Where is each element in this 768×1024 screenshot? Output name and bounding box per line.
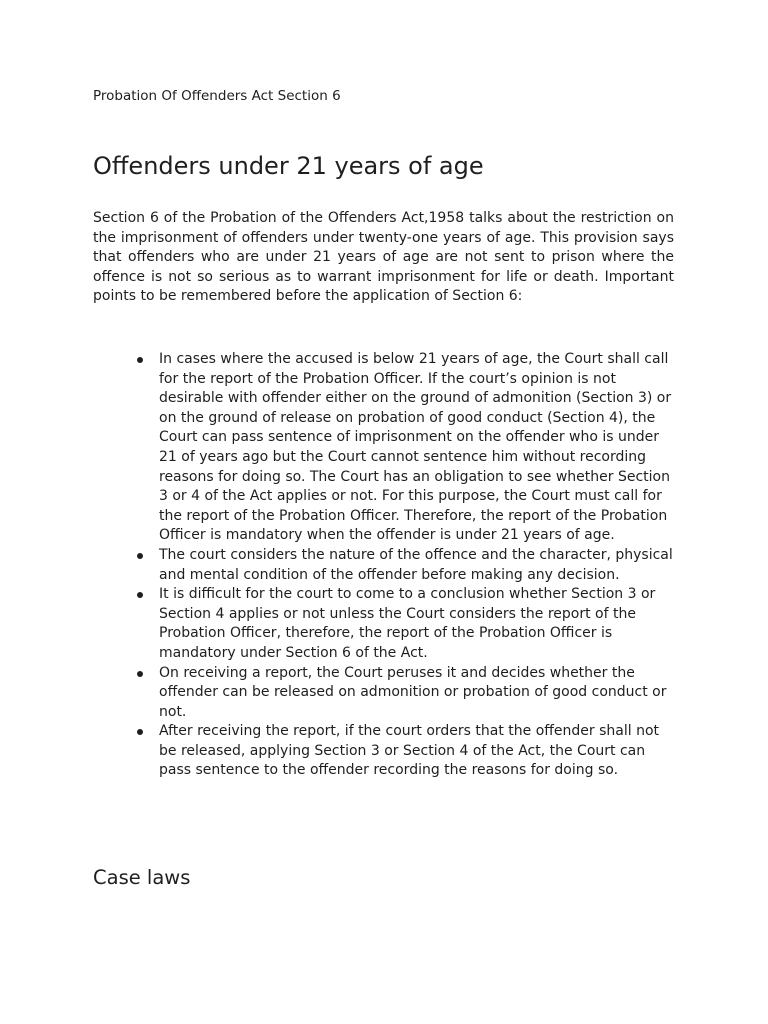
bullet-icon bbox=[137, 553, 143, 559]
case-laws-heading: Case laws bbox=[93, 866, 191, 889]
list-item bbox=[93, 664, 674, 723]
page-title: Offenders under 21 years of age bbox=[93, 152, 484, 180]
list-item-text: After receiving the report, if the court orders that the offender shall not be released, applying Section 3 or Section 4 of the Act, the Court can pass sentence to the offender recording the reasons for doing so. bbox=[159, 723, 660, 779]
list-item bbox=[93, 546, 674, 585]
list-item bbox=[93, 722, 674, 781]
list-item-text: It is difficult for the court to come to a conclusion whether Section 3 or Section 4 applies or not unless the Court considers the report of the Probation Officer, therefore, the report of the Probation Officer is mandatory under Section 6 of the Act. bbox=[159, 586, 656, 661]
bullet-icon bbox=[137, 357, 143, 363]
bullet-icon bbox=[137, 729, 143, 735]
key-points-list bbox=[93, 350, 674, 781]
bullet-icon bbox=[137, 671, 143, 677]
list-item-text: The court considers the nature of the offence and the character, physical and mental condition of the offender before making any decision. bbox=[159, 546, 673, 583]
intro-paragraph: Section 6 of the Probation of the Offenders Act,1958 talks about the restriction on the imprisonment of offenders under twenty-one years of age. This provision says that offenders who are under 21 years of age are not sent to prison where the offence is not so serious as to warrant imprisonment for life or death. Important points to be remembered before the application of Section 6: bbox=[93, 210, 674, 305]
list-item-text: In cases where the accused is below 21 years of age, the Court shall call for the report of the Probation Officer. If the court’s opinion is not desirable with offender either on the ground of admonition (Section 3) or on the ground of release on probation of good conduct (Section 4), the Court can pass sentence of imprisonment on the offender who is under 21 of years ago but the Court cannot sentence him without recording reasons for doing so. The Court has an obligation to see whether Section 3 or 4 of the Act applies or not. For this purpose, the Court must call for the report of the Probation Officer. Therefore, the report of the Probation Officer is mandatory when the offender is under 21 years of age. bbox=[159, 351, 672, 544]
list-item-text: On receiving a report, the Court peruses it and decides whether the offender can be released on admonition or probation of good conduct or not. bbox=[159, 664, 667, 720]
list-item bbox=[93, 350, 674, 546]
document-caption: Probation Of Offenders Act Section 6 bbox=[93, 88, 341, 104]
bullet-icon bbox=[137, 592, 143, 598]
list-item bbox=[93, 585, 674, 663]
